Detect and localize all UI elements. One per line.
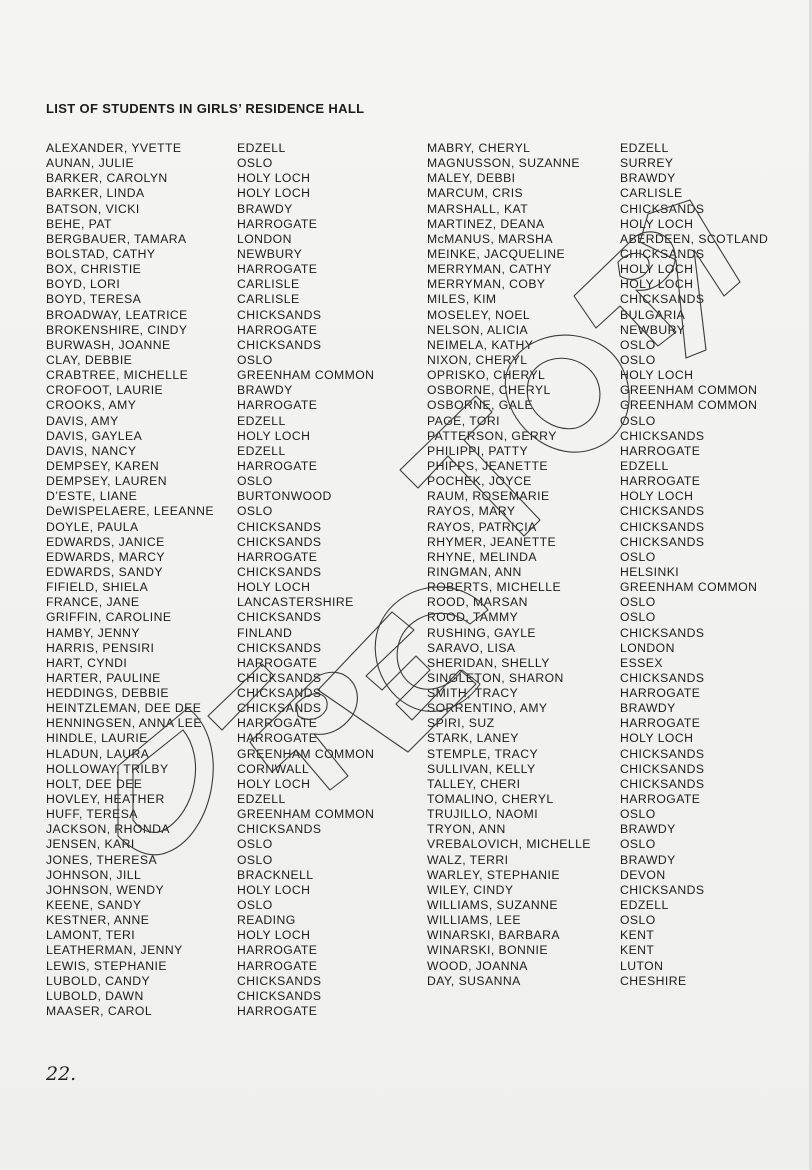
student-name: WINARSKI, BONNIE (427, 943, 548, 958)
student-name: STEMPLE, TRACY (427, 746, 539, 761)
student-location: LUTON (620, 958, 664, 973)
student-location: HARROGATE (237, 943, 318, 958)
student-location: OSLO (237, 352, 273, 367)
student-location: BRAWDY (620, 701, 676, 716)
student-location: CHICKSANDS (620, 776, 705, 791)
student-location: OSLO (620, 837, 656, 852)
student-name: EDWARDS, MARCY (46, 549, 165, 564)
student-name: HEDDINGS, DEBBIE (46, 686, 170, 701)
student-name: AUNAN, JULIE (46, 156, 135, 171)
student-name: OSBORNE, CHERYL (427, 383, 551, 398)
student-location: HARROGATE (620, 716, 701, 731)
student-name: STARK, LANEY (427, 731, 519, 746)
student-name: LEATHERMAN, JENNY (46, 943, 183, 958)
student-name: DEMPSEY, KAREN (46, 458, 160, 473)
right-names-column (427, 141, 591, 989)
student-name: JOHNSON, JILL (46, 867, 142, 882)
student-name: PHIPPS, JEANETTE (427, 458, 548, 473)
student-location: HARROGATE (237, 398, 318, 413)
student-name: McMANUS, MARSHA (427, 231, 553, 246)
left-places-column (237, 141, 374, 1019)
student-location: GREENHAM COMMON (620, 398, 758, 413)
student-location: HARROGATE (237, 958, 318, 973)
student-location: GREENHAM COMMON (237, 807, 375, 822)
page-title: LIST OF STUDENTS IN GIRLS’ RESIDENCE HALL (46, 101, 365, 116)
student-location: CHICKSANDS (237, 822, 322, 837)
student-location: CHESHIRE (620, 973, 687, 988)
student-name: POCHEK, JOYCE (427, 474, 532, 489)
student-location: ESSEX (620, 655, 663, 670)
student-location: CHICKSANDS (237, 337, 322, 352)
student-location: EDZELL (620, 458, 669, 473)
student-name: FRANCE, JANE (46, 595, 140, 610)
student-location: CHICKSANDS (620, 670, 705, 685)
student-location: OSLO (237, 504, 273, 519)
student-location: LONDON (237, 231, 292, 246)
student-name: WILEY, CINDY (427, 882, 514, 897)
student-name: CRABTREE, MICHELLE (46, 368, 189, 383)
student-location: BRAWDY (237, 383, 293, 398)
student-location: EDZELL (237, 443, 286, 458)
student-name: MALEY, DEBBI (427, 171, 516, 186)
student-location: BRAWDY (237, 201, 293, 216)
student-name: BATSON, VICKI (46, 201, 140, 216)
student-location: CHICKSANDS (620, 882, 705, 897)
student-name: BERGBAUER, TAMARA (46, 231, 187, 246)
student-name: SORRENTINO, AMY (427, 701, 548, 716)
student-name: DEMPSEY, LAUREN (46, 474, 167, 489)
student-name: TOMALINO, CHERYL (427, 792, 554, 807)
student-name: PHILIPPI, PATTY (427, 443, 529, 458)
student-name: BARKER, LINDA (46, 186, 145, 201)
student-location: CHICKSANDS (237, 519, 322, 534)
student-name: HOVLEY, HEATHER (46, 792, 165, 807)
student-name: MARSHALL, KAT (427, 201, 529, 216)
student-name: NELSON, ALICIA (427, 322, 529, 337)
student-location: GREENHAM COMMON (237, 368, 375, 383)
student-name: MEINKE, JACQUELINE (427, 246, 566, 261)
student-name: DAVIS, GAYLEA (46, 428, 143, 443)
student-name: KEENE, SANDY (46, 898, 142, 913)
student-name: JOHNSON, WENDY (46, 882, 165, 897)
student-name: TALLEY, CHERI (427, 776, 521, 791)
student-location: HARROGATE (237, 322, 318, 337)
student-location: EDZELL (237, 141, 286, 155)
student-location: HOLY LOCH (620, 489, 694, 504)
student-location: BRACKNELL (237, 867, 314, 882)
student-location: HOLY LOCH (237, 928, 311, 943)
student-location: OSLO (620, 595, 656, 610)
student-location: GREENHAM COMMON (237, 746, 375, 761)
student-location: OSLO (620, 413, 656, 428)
student-location: LANCASTERSHIRE (237, 595, 354, 610)
student-name: WARLEY, STEPHANIE (427, 867, 560, 882)
student-name: DeWISPELAERE, LEEANNE (46, 504, 214, 519)
student-location: CHICKSANDS (620, 428, 705, 443)
student-name: MILES, KIM (427, 292, 497, 307)
student-name: TRYON, ANN (427, 822, 506, 837)
student-location: KENT (620, 928, 655, 943)
student-location: HARROGATE (237, 262, 318, 277)
student-name: SARAVO, LISA (427, 640, 516, 655)
student-name: NIXON, CHERYL (427, 352, 528, 367)
student-location: CHICKSANDS (237, 973, 322, 988)
student-location: CHICKSANDS (237, 610, 322, 625)
student-name: WALZ, TERRI (427, 852, 509, 867)
student-location: HOLY LOCH (620, 277, 694, 292)
student-location: BRAWDY (620, 822, 676, 837)
student-name: HEINTZLEMAN, DEE DEE (46, 701, 202, 716)
student-location: OSLO (620, 352, 656, 367)
student-location: CHICKSANDS (237, 307, 322, 322)
student-location: SURREY (620, 156, 674, 171)
student-name: SMITH, TRACY (427, 686, 519, 701)
student-name: LUBOLD, CANDY (46, 973, 151, 988)
student-location: HARROGATE (237, 216, 318, 231)
student-location: HOLY LOCH (237, 580, 311, 595)
student-location: GREENHAM COMMON (620, 383, 758, 398)
student-location: OSLO (620, 913, 656, 928)
left-names-column (46, 141, 214, 1019)
student-name: OSBORNE, GALE (427, 398, 534, 413)
student-name: MOSELEY, NOEL (427, 307, 531, 322)
student-location: HARROGATE (237, 655, 318, 670)
student-name: WILLIAMS, SUZANNE (427, 898, 558, 913)
student-location: HARROGATE (620, 443, 701, 458)
student-location: EDZELL (620, 141, 669, 155)
student-name: BROADWAY, LEATRICE (46, 307, 188, 322)
student-name: MERRYMAN, COBY (427, 277, 546, 292)
student-name: DAVIS, AMY (46, 413, 119, 428)
student-name: JONES, THERESA (46, 852, 158, 867)
student-name: FIFIELD, SHIELA (46, 580, 149, 595)
student-location: CARLISLE (237, 292, 300, 307)
student-name: WINARSKI, BARBARA (427, 928, 560, 943)
student-location: HOLY LOCH (237, 882, 311, 897)
student-location: HELSINKI (620, 564, 680, 579)
student-location: HARROGATE (620, 474, 701, 489)
student-name: JENSEN, KARI (46, 837, 135, 852)
student-location: KENT (620, 943, 655, 958)
student-name: ALEXANDER, YVETTE (46, 141, 182, 155)
student-location: READING (237, 913, 296, 928)
student-location: CHICKSANDS (237, 988, 322, 1003)
student-name: HLADUN, LAURA (46, 746, 150, 761)
student-location: HARROGATE (620, 792, 701, 807)
student-name: HAMBY, JENNY (46, 625, 140, 640)
student-name: MAASER, CAROL (46, 1004, 153, 1019)
student-location: NEWBURY (237, 246, 303, 261)
student-name: PATTERSON, GERRY (427, 428, 557, 443)
student-location: HOLY LOCH (620, 368, 694, 383)
student-location: CHICKSANDS (237, 534, 322, 549)
student-name: BURWASH, JOANNE (46, 337, 171, 352)
student-name: RAYOS, PATRICIA (427, 519, 537, 534)
student-location: HOLY LOCH (620, 216, 694, 231)
student-location: CHICKSANDS (237, 701, 322, 716)
student-location: OSLO (237, 474, 273, 489)
student-name: MERRYMAN, CATHY (427, 262, 552, 277)
student-location: BULGARIA (620, 307, 686, 322)
student-location: CHICKSANDS (620, 625, 705, 640)
student-name: SINGLETON, SHARON (427, 670, 564, 685)
student-location: OSLO (237, 898, 273, 913)
student-location: HARROGATE (237, 716, 318, 731)
student-name: RAUM, ROSEMARIE (427, 489, 550, 504)
student-name: RHYMER, JEANETTE (427, 534, 557, 549)
student-location: HARROGATE (237, 549, 318, 564)
student-location: HARROGATE (237, 458, 318, 473)
student-name: KESTNER, ANNE (46, 913, 150, 928)
student-location: HOLY LOCH (237, 776, 311, 791)
student-location: OSLO (620, 610, 656, 625)
student-location: CHICKSANDS (620, 534, 705, 549)
student-location: HOLY LOCH (237, 171, 311, 186)
student-name: CLAY, DEBBIE (46, 352, 133, 367)
student-location: GREENHAM COMMON (620, 580, 758, 595)
student-location: OSLO (620, 337, 656, 352)
student-location: BURTONWOOD (237, 489, 332, 504)
student-location: CHICKSANDS (237, 670, 322, 685)
student-name: ROOD, TAMMY (427, 610, 519, 625)
student-name: HARRIS, PENSIRI (46, 640, 155, 655)
student-location: CARLISLE (237, 277, 300, 292)
student-location: CARLISLE (620, 186, 683, 201)
student-location: HARROGATE (620, 686, 701, 701)
student-location: BRAWDY (620, 852, 676, 867)
student-name: MAGNUSSON, SUZANNE (427, 156, 581, 171)
student-name: JACKSON, RHONDA (46, 822, 170, 837)
student-location: HOLY LOCH (620, 262, 694, 277)
student-location: OSLO (237, 156, 273, 171)
student-name: HINDLE, LAURIE (46, 731, 148, 746)
student-name: BROKENSHIRE, CINDY (46, 322, 188, 337)
student-name: SULLIVAN, KELLY (427, 761, 536, 776)
student-location: CHICKSANDS (237, 564, 322, 579)
student-location: CHICKSANDS (237, 640, 322, 655)
student-name: VREBALOVICH, MICHELLE (427, 837, 591, 852)
student-location: CHICKSANDS (620, 746, 705, 761)
student-name: TRUJILLO, NAOMI (427, 807, 539, 822)
student-name: LUBOLD, DAWN (46, 988, 144, 1003)
student-name: BOYD, LORI (46, 277, 121, 292)
student-name: RUSHING, GAYLE (427, 625, 537, 640)
student-name: RHYNE, MELINDA (427, 549, 537, 564)
student-location: EDZELL (620, 898, 669, 913)
student-name: BOX, CHRISTIE (46, 262, 142, 277)
student-name: SHERIDAN, SHELLY (427, 655, 550, 670)
student-location: HOLY LOCH (237, 428, 311, 443)
student-location: CORNWALL (237, 761, 310, 776)
student-name: HOLT, DEE DEE (46, 776, 143, 791)
student-name: RAYOS, MARY (427, 504, 516, 519)
student-location: EDZELL (237, 413, 286, 428)
student-name: HENNINGSEN, ANNA LEE (46, 716, 202, 731)
student-name: DAVIS, NANCY (46, 443, 137, 458)
student-name: PAGE, TORI (427, 413, 500, 428)
student-location: OSLO (620, 549, 656, 564)
student-name: OPRISKO, CHERYL (427, 368, 546, 383)
student-location: CHICKSANDS (620, 246, 705, 261)
student-name: CROFOOT, LAURIE (46, 383, 164, 398)
student-location: OSLO (237, 837, 273, 852)
student-name: CROOKS, AMY (46, 398, 137, 413)
student-location: CHICKSANDS (620, 201, 705, 216)
student-location: HARROGATE (237, 1004, 318, 1019)
student-name: EDWARDS, JANICE (46, 534, 165, 549)
student-name: NEIMELA, KATHY (427, 337, 534, 352)
student-location: OSLO (237, 852, 273, 867)
student-name: EDWARDS, SANDY (46, 564, 163, 579)
student-name: WILLIAMS, LEE (427, 913, 521, 928)
student-location: OSLO (620, 807, 656, 822)
student-name: MARTINEZ, DEANA (427, 216, 545, 231)
student-name: DAY, SUSANNA (427, 973, 521, 988)
student-location: CHICKSANDS (620, 761, 705, 776)
student-location: FINLAND (237, 625, 293, 640)
student-name: BARKER, CAROLYN (46, 171, 168, 186)
student-location: CHICKSANDS (620, 519, 705, 534)
student-name: DOYLE, PAULA (46, 519, 139, 534)
student-name: ROOD, MARSAN (427, 595, 528, 610)
student-name: HOLLOWAY, TRILBY (46, 761, 169, 776)
student-location: ABERDEEN, SCOTLAND (620, 231, 769, 246)
student-location: LONDON (620, 640, 675, 655)
student-name: RINGMAN, ANN (427, 564, 522, 579)
student-name: WOOD, JOANNA (427, 958, 528, 973)
student-name: BOYD, TERESA (46, 292, 142, 307)
student-name: BOLSTAD, CATHY (46, 246, 156, 261)
student-location: NEWBURY (620, 322, 686, 337)
student-name: HUFF, TERESA (46, 807, 138, 822)
student-location: HARROGATE (237, 731, 318, 746)
student-name: LAMONT, TERI (46, 928, 136, 943)
page-number: 22. (46, 1063, 77, 1085)
student-location: HOLY LOCH (620, 731, 694, 746)
student-location: DEVON (620, 867, 666, 882)
student-name: SPIRI, SUZ (427, 716, 495, 731)
student-location: CHICKSANDS (620, 292, 705, 307)
student-name: D’ESTE, LIANE (46, 489, 138, 504)
student-location: BRAWDY (620, 171, 676, 186)
student-name: MARCUM, CRIS (427, 186, 524, 201)
student-name: MABRY, CHERYL (427, 141, 531, 155)
student-location: CHICKSANDS (237, 686, 322, 701)
student-location: HOLY LOCH (237, 186, 311, 201)
student-name: BEHE, PAT (46, 216, 112, 231)
student-location: EDZELL (237, 792, 286, 807)
student-name: HARTER, PAULINE (46, 670, 161, 685)
student-name: GRIFFIN, CAROLINE (46, 610, 172, 625)
student-location: CHICKSANDS (620, 504, 705, 519)
student-name: ROBERTS, MICHELLE (427, 580, 562, 595)
student-name: HART, CYNDI (46, 655, 128, 670)
right-places-column (620, 141, 768, 989)
student-name: LEWIS, STEPHANIE (46, 958, 167, 973)
